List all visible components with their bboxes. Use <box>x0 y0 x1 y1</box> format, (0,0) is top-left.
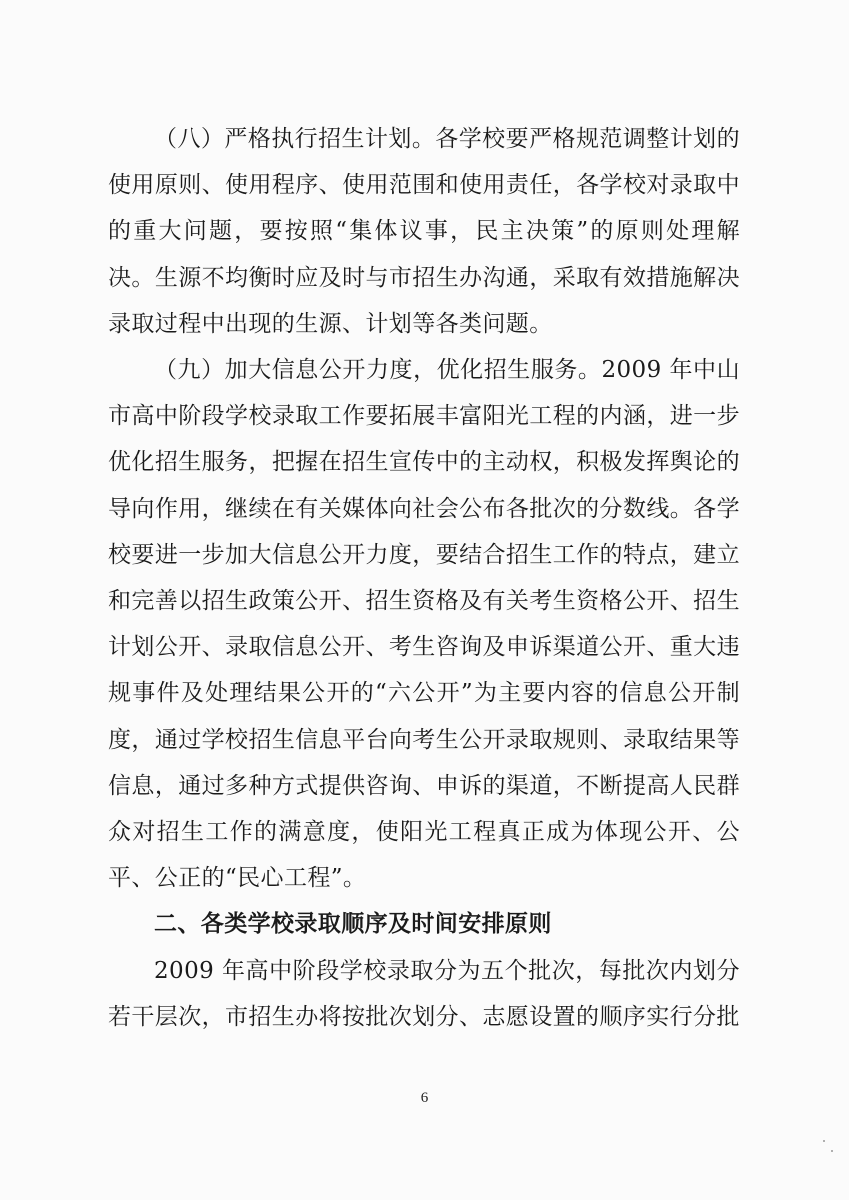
page-number: 6 <box>420 1090 429 1106</box>
section-heading: 二、各类学校录取顺序及时间安排原则 <box>154 911 552 938</box>
document-body <box>108 116 740 1040</box>
paragraph-enrollment-plan: （八）严格执行招生计划。各学校要严格规范调整计划的使用原则、使用程序、使用范围和使用责任，各学校对录取中的重大问题，要按照“集体议事，民主决策”的原则处理解决。生源不均衡时应及时与市招生办沟通，采取有效措施解决录取过程中出现的生源、计划等各类问题。 <box>108 126 740 337</box>
scan-speck <box>831 1150 833 1152</box>
scan-speck <box>823 1140 825 1142</box>
paragraph-information-disclosure: （九）加大信息公开力度，优化招生服务。2009 年中山市高中阶段学校录取工作要拓展丰富阳光工程的内涵，进一步优化招生服务，把握在招生宣传中的主动权，积极发挥舆论的导向作用，继续在有关媒体向社会公布各批次的分数线。各学校要进一步加大信息公开力度，要结合招生工作的特点，建立和完善以招生政策公开、招生资格及有关考生资格公开、招生计划公开、录取信息公开、考生咨询及申诉渠道公开、重大违规事件及处理结果公开的“六公开”为主要内容的信息公开制度，通过学校招生信息平台向考生公开录取规则、录取结果等信息，通过多种方式提供咨询、申诉的渠道，不断提高人民群众对招生工作的满意度，使阳光工程真正成为体现公开、公平、公正的“民心工程”。 <box>108 357 740 892</box>
paragraph-admission-batches: 2009 年高中阶段学校录取分为五个批次，每批次内划分若干层次，市招生办将按批次划分、志愿设置的顺序实行分批 <box>108 957 740 1030</box>
